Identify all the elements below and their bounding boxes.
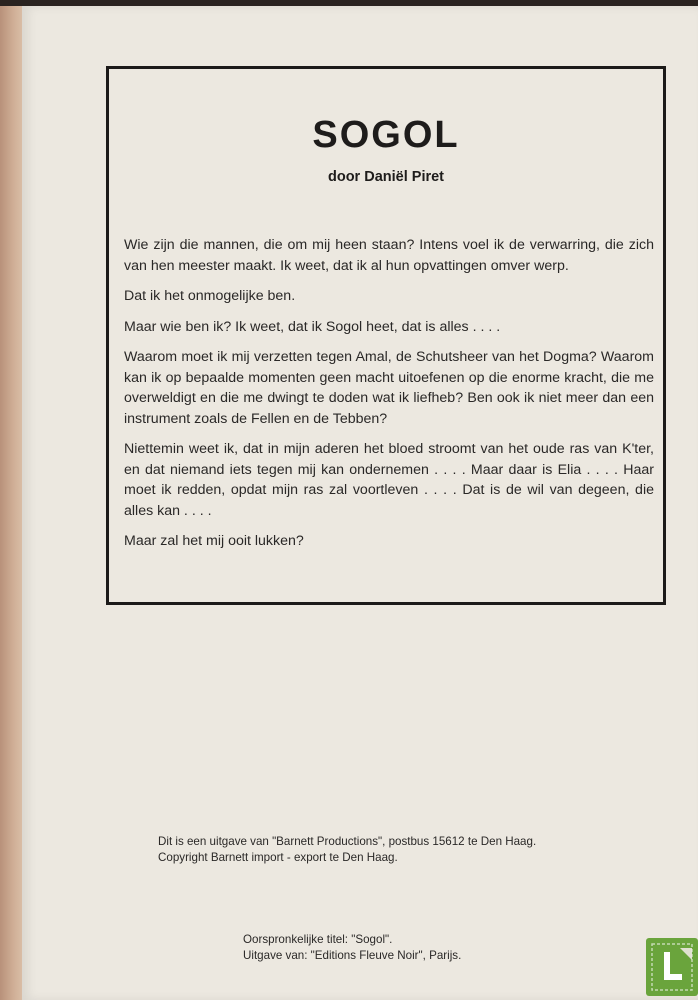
book-title: SOGOL [312,114,460,156]
blurb-paragraph: Maar zal het mij ooit lukken? [124,533,304,549]
author-byline: door Daniël Piret [327,169,445,185]
blurb-paragraph: Niettemin weet ik, dat in mijn aderen het bloed stroomt van het oude ras van K'ter, en dat niemand iets tegen mij kan ondernemen . . . . Maar daar is Elia . . . . Haar moet ik redden, opdat mijn ras zal voortleven . . . . Dat is de wil van degeen, die alles kan . . . . [124,441,654,519]
copyright-line: Copyright Barnett import - export te Den Haag. [158,851,398,864]
original-publisher-line: Uitgave van: "Editions Fleuve Noir", Parijs. [243,949,462,962]
blurb-paragraph: Maar wie ben ik? Ik weet, dat ik Sogol heet, dat is alles . . . . [124,318,501,335]
blurb-text [124,235,654,562]
book-page [22,6,698,1000]
book-spine [0,0,22,1000]
blurb-box [106,66,666,605]
original-edition-info [243,932,461,964]
publisher-credits [158,834,678,866]
lastdodo-logo-icon [646,938,698,996]
blurb-paragraph: Wie zijn die mannen, die om mij heen staan? Intens voel ik de verwarring, die zich van hen meester maakt. Ik weet, dat ik al hun opvattingen omver werp. [124,237,654,274]
original-title-line: Oorspronkelijke titel: "Sogol". [243,933,393,946]
credits-line: Dit is een uitgave van "Barnett Productions", postbus 15612 te Den Haag. [158,835,537,848]
blurb-paragraph: Waarom moet ik mij verzetten tegen Amal, de Schutsheer van het Dogma? Waarom kan ik op bepaalde momenten geen macht uitoefenen op die enorme kracht, die me overweldigt en die me dwingt te doden wat ik liefheb? Ben ook ik niet meer dan een instrument zoals de Fellen en de Tebben? [124,349,654,427]
blurb-paragraph: Dat ik het onmogelijke ben. [124,288,296,304]
